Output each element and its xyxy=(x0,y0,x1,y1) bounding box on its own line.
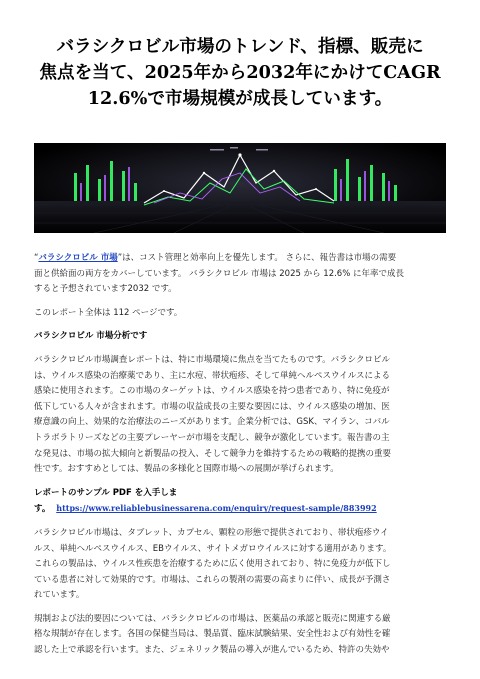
sample-request xyxy=(34,486,448,518)
analysis-line: バラシクロビル市場調査レポートは、特に市場環境に焦点を当てたものです。バラシクロビル xyxy=(34,354,390,365)
analysis-line: 療意識の向上、効果的な治療法のニーズがあります。企業分析では、GSK、マイラン、コバル xyxy=(34,417,390,428)
intro-line-2: 面と供給面の両方をカバーしています。 バラシクロビル 市場は 2025 から 12.6% に年率で成長 xyxy=(34,268,404,279)
sample-label-line-1: レポートのサンプル PDF を入手しま xyxy=(34,487,178,498)
market-link[interactable]: バラシクロビル 市場 xyxy=(38,253,118,263)
forms-line: これらの製品は、ウイルス性疾患を治療するために広く使用されており、特に免疫力が低下し xyxy=(34,559,391,570)
forms-line: ルス、単純ヘルペスウイルス、EBウイルス、サイトメガロウイルスに対する適用があります。 xyxy=(34,543,392,554)
forms-line: れています。 xyxy=(34,590,85,601)
regulatory-line: 格な規制が存在します。各国の保健当局は、製品質、臨床試験結果、安全性および有効性を確 xyxy=(34,629,391,640)
article-body xyxy=(34,251,448,667)
analysis-line: トラボラトリーズなどの主要プレーヤーが市場を支配し、競争が激化しています。報告書の主 xyxy=(34,432,390,443)
intro-paragraph xyxy=(34,251,448,298)
analysis-line: な発見は、市場の拡大傾向と新製品の投入、そして競争力を維持するための戦略的提携の重要 xyxy=(34,448,392,459)
quote-mark: “ xyxy=(34,253,39,263)
analysis-paragraph xyxy=(34,353,448,478)
intro-line-3: すると予想されています2032 です。 xyxy=(34,284,177,295)
regulatory-paragraph xyxy=(34,612,448,659)
sample-pdf-link[interactable]: https://www.reliablebusinessarena.com/enquiry/request-sample/883992 xyxy=(56,503,377,514)
title-line-2: 焦点を当て、2025年から2032年にかけてCAGR xyxy=(39,62,441,83)
analysis-line: 低下している人々が含まれます。市場の収益成長の主要な要因には、ウイルス感染の増加、医 xyxy=(34,401,390,412)
analysis-heading: バラシクロビル 市場分析です xyxy=(34,331,148,342)
forms-line: ている患者に対して効果的です。市場は、これらの製剤の需要の高まりに伴い、成長が予測さ xyxy=(34,574,391,585)
intro-line-1 xyxy=(34,251,448,267)
analysis-line: は、ウイルス感染の治療薬であり、主に水痘、帯状疱疹、そして単純ヘルペスウイルスによる xyxy=(34,370,390,381)
forms-line: バラシクロビル市場は、タブレット、カプセル、顆粒の形態で提供されており、帯状疱疹ウイ xyxy=(34,527,389,538)
analysis-line: 性です。おすすめとしては、製品の多様化と国際市場への展開が挙げられます。 xyxy=(34,464,339,475)
title-line-1: バラシクロビル市場のトレンド、指標、販売に xyxy=(56,36,424,57)
data-visualization-graphic-icon xyxy=(34,143,446,233)
hero-image xyxy=(34,143,446,233)
regulatory-line: 規制および法的要因については、バラシクロビルの市場は、医薬品の承認と販売に関連する厳 xyxy=(34,613,391,624)
page-title xyxy=(20,34,460,112)
regulatory-line: 認した上で承認を行います。また、ジェネリック製品の導入が進んでいるため、特許の失効や xyxy=(34,645,390,656)
title-line-3: 12.6%で市場規模が成長しています。 xyxy=(87,88,393,109)
forms-paragraph xyxy=(34,526,448,604)
sample-label-end: す。 xyxy=(34,504,51,515)
intro-line-1-rest: ”は、コスト管理と効率向上を優先します。 さらに、報告書は市場の需要 xyxy=(117,253,397,263)
sample-label-line-2 xyxy=(34,501,448,518)
pages-note: このレポート全体は 112 ページです。 xyxy=(34,307,183,318)
analysis-line: 感染に使用されます。この市場のターゲットは、ウイルス感染を持つ患者であり、特に免疫が xyxy=(34,386,390,397)
